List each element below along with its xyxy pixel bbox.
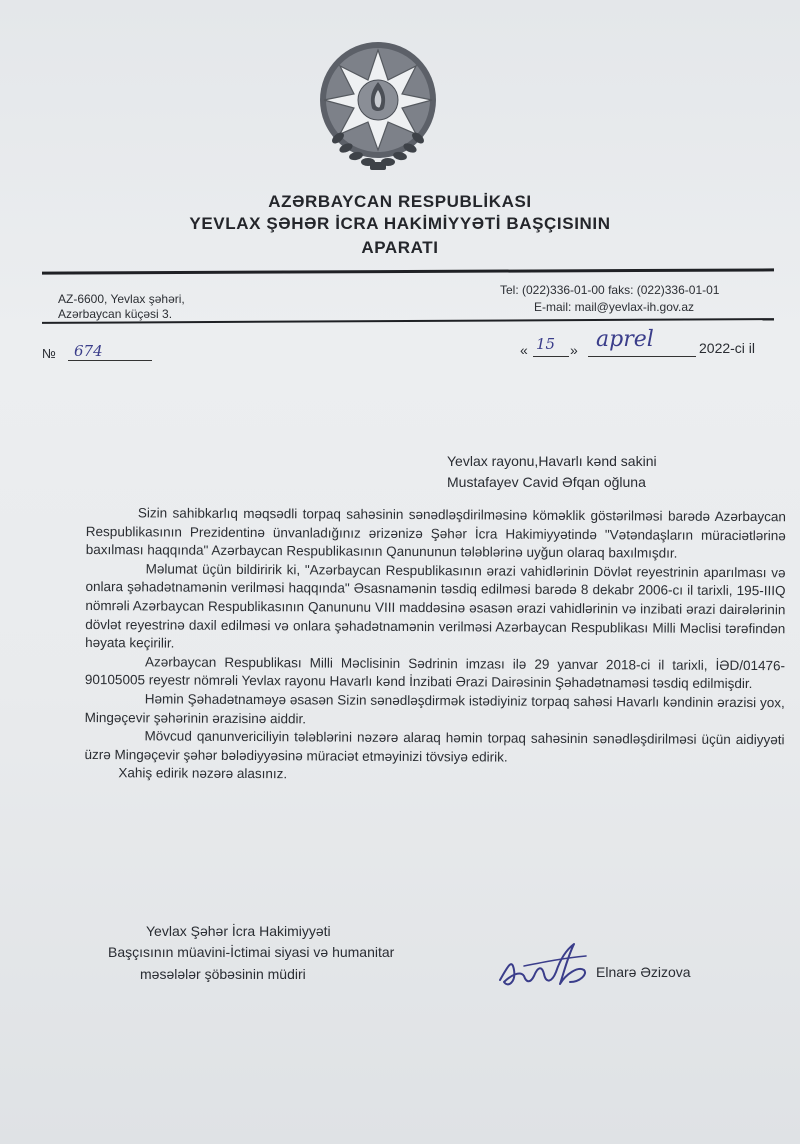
recipient-line-1: Yevlax rayonu,Havarlı kənd sakini (447, 453, 657, 469)
body-paragraph-2: Məlumat üçün bildiririk ki, "Azərbaycan Respublikasının ərazi vahidlərinin Dövlət reyestrinin aparılması və onlara şəhadətnamənin verilməsi haqqında" Əsasnamənin təsdiq edilməsi barədə 8 dekabr 2006-cı il tarixli, 195-IIIQ nömrəli Azərbaycan Respublikasının Qanununu VIII maddəsinə əsasən ərazi vahidlərinin və inzibati ərazi dairələrinin dövlət reyestrinə daxil edilməsi və onlara şəhadətnamənin verilməsi Azərbaycan Respublikası Milli Məclisi tərəfindən həyata keçirilir. (85, 561, 786, 651)
handwritten-signature (494, 936, 594, 996)
signatory-title-line-3: məsələlər şöbəsinin müdiri (140, 966, 306, 982)
address-line-1: AZ-6600, Yevlax şəhəri, (58, 292, 185, 306)
body-paragraph-1: Sizin sahibkarlıq məqsədli torpaq sahəsinin sənədləşdirilməsinə köməklik göstərilməsi barədə Azərbaycan Respublikasının Prezidentinə ünvanladığınız ərizənizə Şəhər İcra Hakimiyyətində "Vətəndaşların müraciətlərinə baxılması haqqında" Azərbaycan Respublikasının Qanununun tələblərinə uyğun olaraq baxılmışdır. (85, 505, 786, 561)
state-emblem-icon (308, 38, 448, 178)
date-day-handwritten: 15 (536, 335, 556, 353)
body-paragraph-closing: Xahiş edirik nəzərə alasınız. (118, 765, 288, 782)
signer-name: Elnarə Əzizova (596, 964, 691, 980)
date-open-quote: « (520, 342, 528, 358)
header-title-line-3: APARATI (361, 238, 439, 257)
body-paragraph-3: Azərbaycan Respublikası Milli Məclisinin Sədrinin imzası ilə 29 yanvar 2018-ci il tarixli, İƏD/01476-90105005 reyestr nömrəli Yevlax rayonu Havarlı kənd İnzibati Ərazi Dairəsinin Şəhadətnaməsi təsdiq edilmişdir. (84, 654, 786, 692)
signatory-title-line-1: Yevlax Şəhər İcra Hakimiyyəti (146, 923, 331, 939)
email-address: E-mail: mail@yevlax-ih.gov.az (534, 300, 695, 314)
body-paragraph-4: Həmin Şəhadətnaməyə əsasən Sizin sənədləşdirmək istədiyiniz torpaq sahəsi Havarlı kəndinin ərazisi yox, Mingəçevir şəhərinin ərazisinə aiddir. (84, 691, 785, 726)
recipient-line-2: Mustafayev Cavid Əfqan oğluna (447, 474, 646, 490)
date-year: 2022-ci il (699, 340, 756, 356)
letter-body (84, 504, 786, 787)
date-day-underline (533, 356, 569, 357)
reference-number-underline (68, 360, 152, 361)
date-month-handwritten: aprel (596, 327, 654, 352)
address-line-2: Azərbaycan küçəsi 3. (58, 307, 173, 321)
header-title-line-1: AZƏRBAYCAN RESPUBLİKASI (268, 192, 532, 211)
reference-number-label: № (42, 346, 56, 361)
signatory-title-line-2: Başçısının müavini-İctimai siyasi və humanitar (108, 944, 395, 960)
phone-fax: Tel: (022)336-01-00 faks: (022)336-01-01 (500, 283, 720, 297)
body-paragraph-5: Mövcud qanunvericiliyin tələblərini nəzərə alaraq həmin torpaq sahəsinin sənədləşdirilməsi üçün aidiyyəti üzrə Mingəçevir şəhər bələdiyyəsinə müraciət etməyinizi tövsiyə edirik. (84, 728, 785, 765)
date-close-quote: » (570, 342, 578, 358)
header-rule-top (42, 268, 774, 274)
header-title-line-2: YEVLAX ŞƏHƏR İCRA HAKİMİYYƏTİ BAŞÇISININ (189, 214, 611, 233)
reference-number-handwritten: 674 (74, 342, 103, 360)
date-month-underline (588, 356, 696, 357)
